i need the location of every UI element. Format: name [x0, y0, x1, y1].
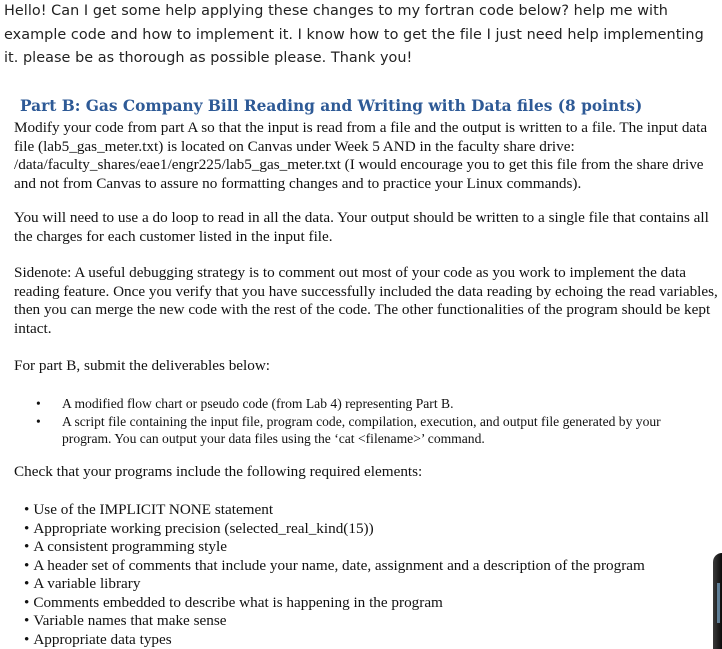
- deliverable-item: [36, 395, 712, 413]
- requirement-item: [24, 575, 714, 594]
- phone-edge-photo-artifact: [713, 553, 722, 649]
- assignment-document: [0, 95, 722, 649]
- question-text: Hello! Can I get some help applying these changes to my fortran code below? help me with example code and how to implement it. I know how to get the file I just need help implementing it. please be as thorough as possible please. Thank you!: [4, 3, 704, 66]
- deliverable-text: A modified flow chart or pseudo code (from Lab 4) representing Part B.: [62, 396, 454, 411]
- requirement-item: [24, 557, 714, 576]
- bullet-icon: •: [36, 396, 41, 411]
- requirement-text: A variable library: [33, 575, 141, 592]
- requirement-item: [24, 520, 714, 539]
- deliverables-intro: For part B, submit the deliverables below:: [14, 357, 271, 374]
- do-loop-paragraph: You will need to use a do loop to read in all the data. Your output should be written to a single file that contains all the charges for each customer listed in the input file.: [14, 209, 709, 245]
- bullet-icon: •: [24, 575, 30, 592]
- requirement-item: [24, 631, 714, 649]
- requirement-text: Comments embedded to describe what is happening in the program: [33, 593, 443, 611]
- sidenote-paragraph: Sidenote: A useful debugging strategy is to comment out most of your code as you work to implement the data reading feature. Once you verify that you have successfully included the data reading by echoing the read variables, then you can merge the new code with the rest of the code. The other functionalities of the program should be kept intact.: [14, 264, 718, 337]
- requirements-list: [24, 501, 714, 649]
- deliverable-item: [36, 413, 712, 448]
- part-b-heading: Part B: Gas Company Bill Reading and Writing with Data files (8 points): [20, 97, 643, 115]
- bullet-icon: •: [36, 413, 41, 429]
- requirement-text: A consistent programming style: [33, 538, 227, 555]
- requirements-intro: Check that your programs include the following required elements:: [14, 463, 423, 480]
- requirement-item: [24, 594, 714, 613]
- bullet-icon: •: [24, 630, 30, 648]
- deliverables-list: [36, 395, 712, 448]
- bullet-icon: •: [24, 519, 30, 537]
- requirement-text: Appropriate working precision (selected_real_kind(15)): [33, 519, 374, 537]
- requirement-item: [24, 538, 714, 557]
- requirement-text: Use of the IMPLICIT NONE statement: [33, 501, 274, 518]
- requirement-text: A header set of comments that include your name, date, assignment and a description of the program: [33, 556, 645, 574]
- bullet-icon: •: [24, 538, 30, 555]
- requirement-text: Variable names that make sense: [33, 612, 227, 629]
- requirement-text: Appropriate data types: [33, 630, 172, 648]
- bullet-icon: •: [24, 593, 30, 611]
- requirement-item: [24, 501, 714, 520]
- bullet-icon: •: [24, 556, 30, 574]
- requirement-item: [24, 612, 714, 631]
- bullet-icon: •: [24, 501, 30, 518]
- instructions-paragraph: Modify your code from part A so that the input is read from a file and the output is written to a file. The input data file (lab5_gas_meter.txt) is located on Canvas under Week 5 AND in the faculty share drive: /data/faculty_shares/eae1/engr225/lab5_gas_meter.txt (I would encourage you to get this file from the share drive and not from Canvas to assure no formatting changes and to practice your Linux commands).: [14, 119, 708, 192]
- bullet-icon: •: [24, 612, 30, 629]
- deliverable-text: A script file containing the input file, program code, compilation, execution, and output file generated by your program. You can output your data files using the ‘cat <filename>’ command.: [62, 413, 661, 446]
